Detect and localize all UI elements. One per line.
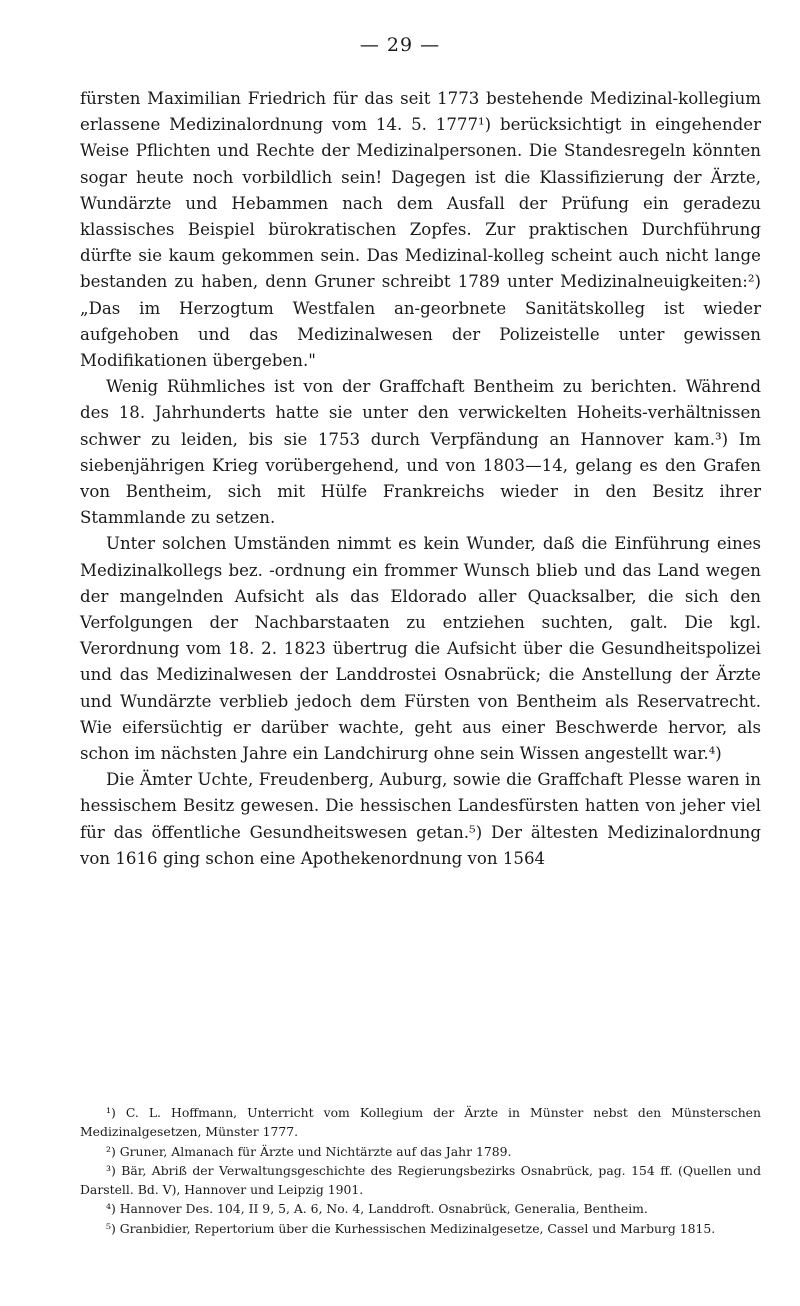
footnote: ¹) C. L. Hoffmann, Unterricht vom Kollegium der Ärzte in Münster nebst den Münsterschen Medizinalgesetzen, Münster 1777. <box>80 1105 761 1140</box>
page-number: — 29 — <box>359 34 441 56</box>
body-text <box>80 86 761 872</box>
footnote: ³) Bär, Abriß der Verwaltungsgeschichte des Regierungsbezirks Osnabrück, pag. 154 ff. (Quellen und Darstell. Bd. V), Hannover und Leipzig 1901. <box>80 1162 761 1198</box>
paragraph: Die Ämter Uchte, Freudenberg, Auburg, sowie die Graffchaft Plesse waren in hessischem Besitz gewesen. Die hessischen Landesfürsten hatten von jeher viel für das öffentliche Gesundheitswesen getan.⁵) Der ältesten Medizinalordnung von 1616 ging schon eine Apothekenordnung von 1564 <box>80 770 761 868</box>
paragraph: fürsten Maximilian Friedrich für das seit 1773 bestehende Medizinal-kollegium erlassene Medizinalordnung vom 14. 5. 1777¹) berücksichtigt in eingehender Weise Pflichten und Rechte der Medizinalpersonen. Die Standesregeln könnten sogar heute noch vorbildlich sein! Dagegen ist die Klassifizierung der Ärzte, Wundärzte und Hebammen nach dem Ausfall der Prüfung ein geradezu klassisches Beispiel bürokratischen Zopfes. Zur praktischen Durchführung dürfte sie kaum gekommen sein. Das Medizinal-kolleg scheint auch nicht lange bestanden zu haben, denn Gruner schreibt 1789 unter Medizinalneuigkeiten:²) „Das im Herzogtum Westfalen an-georbnete Sanitätskolleg ist wieder aufgehoben und das Medizinalwesen der Polizeistelle unter gewissen Modifikationen übergeben." <box>80 89 761 371</box>
footnotes <box>80 1103 761 1238</box>
paragraph: Unter solchen Umständen nimmt es kein Wunder, daß die Einführung eines Medizinalkollegs bez. -ordnung ein frommer Wunsch blieb und das Land wegen der mangelnden Aufsicht als das Eldorado aller Quacksalber, die sich den Verfolgungen der Nachbarstaaten zu entziehen suchten, galt. Die kgl. Verordnung vom 18. 2. 1823 übertrug die Aufsicht über die Gesundheitspolizei und das Medizinalwesen der Landdrostei Osnabrück; die Anstellung der Ärzte und Wundärzte verblieb jedoch dem Fürsten von Bentheim als Reservatrecht. Wie eifersüchtig er darüber wachte, geht aus einer Beschwerde hervor, als schon im nächsten Jahre ein Landchirurg ohne sein Wissen angestellt war.⁴) <box>80 534 761 764</box>
footnote: ²) Gruner, Almanach für Ärzte und Nichtärzte auf das Jahr 1789. <box>106 1143 512 1159</box>
footnote: ⁴) Hannover Des. 104, II 9, 5, A. 6, No. 4, Landdroft. Osnabrück, Generalia, Bentheim. <box>106 1201 648 1217</box>
paragraph: Wenig Rühmliches ist von der Graffchaft Bentheim zu berichten. Während des 18. Jahrhunderts hatte sie unter den verwickelten Hoheits-verhältnissen schwer zu leiden, bis sie 1753 durch Verpfändung an Hannover kam.³) Im siebenjährigen Krieg vorübergehend, und von 1803—14, gelang es den Grafen von Bentheim, sich mit Hülfe Frankreichs wieder in den Besitz ihrer Stammlande zu setzen. <box>80 377 761 528</box>
footnote: ⁵) Granbidier, Repertorium über die Kurhessischen Medizinalgesetze, Cassel und Marburg 1815. <box>106 1220 716 1236</box>
